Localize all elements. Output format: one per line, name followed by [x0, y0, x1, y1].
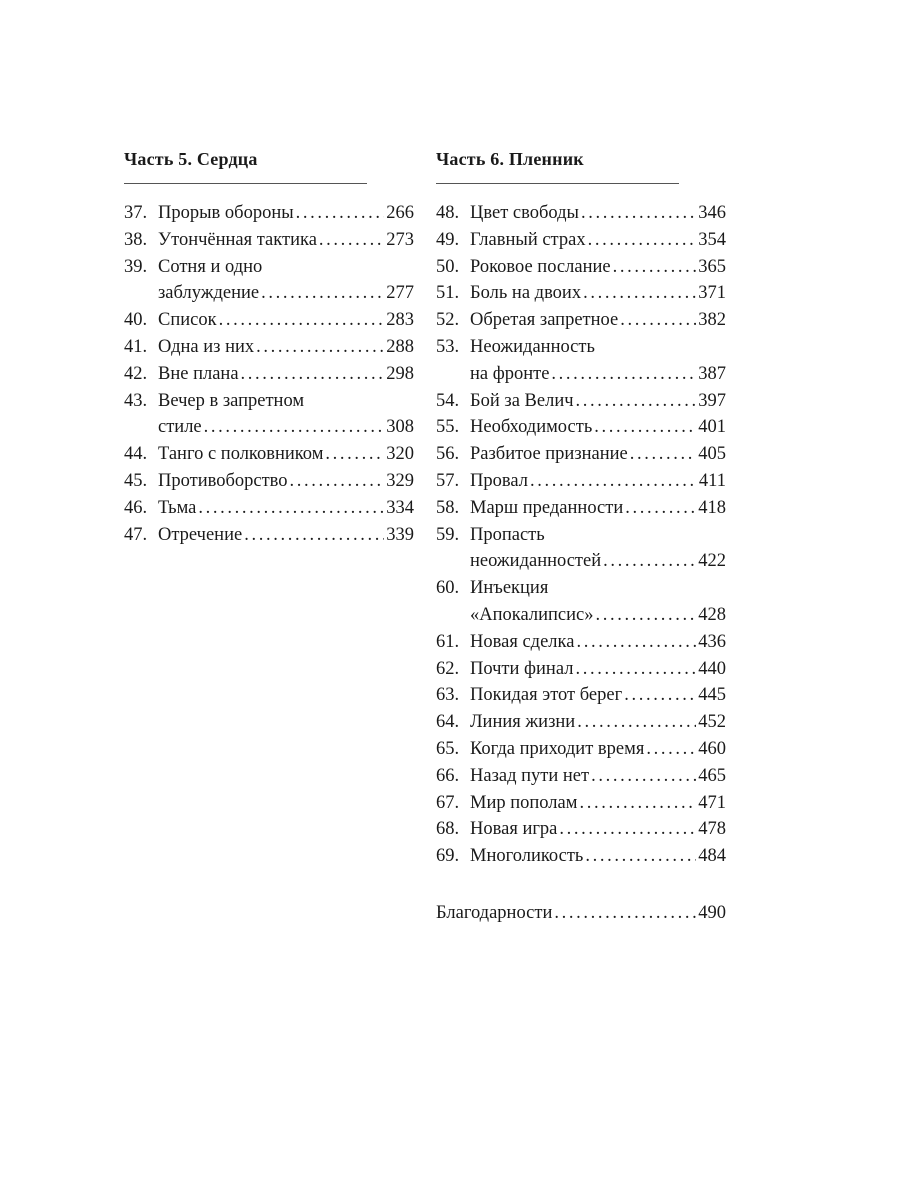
toc-entry[interactable]	[436, 843, 726, 870]
entry-line	[124, 227, 414, 254]
entry-number: 55.	[436, 417, 460, 438]
entry-line	[124, 522, 414, 549]
toc-entry[interactable]	[436, 414, 726, 441]
entry-number: 57.	[436, 470, 460, 491]
dot-leader	[624, 682, 696, 709]
entry-title: Провал	[470, 470, 528, 491]
toc-entry[interactable]	[124, 254, 414, 308]
toc-entry[interactable]	[436, 468, 726, 495]
toc-entry[interactable]	[436, 227, 726, 254]
dot-leader	[625, 495, 696, 522]
entry-line	[436, 200, 726, 227]
entry-line	[124, 468, 414, 495]
entry-title: на фронте	[470, 363, 550, 384]
entry-page: 382	[698, 310, 726, 331]
entry-title: Сотня и одно	[158, 256, 263, 277]
entry-number: 58.	[436, 497, 460, 518]
entry-line	[124, 414, 414, 441]
entry-number: 39.	[124, 256, 148, 277]
entry-number: 45.	[124, 470, 148, 491]
entry-page: 334	[386, 497, 414, 518]
entry-page: 277	[386, 283, 414, 304]
entry-title: Бой за Велич	[470, 390, 574, 411]
entry-number: 63.	[436, 685, 460, 706]
entry-page: 428	[698, 604, 726, 625]
toc-entry[interactable]	[436, 682, 726, 709]
dot-leader	[613, 254, 697, 281]
entry-page: 273	[386, 229, 414, 250]
entry-page: 308	[386, 417, 414, 438]
entry-number: 47.	[124, 524, 148, 545]
dot-leader	[204, 414, 385, 441]
toc-entry[interactable]	[436, 629, 726, 656]
entry-number: 51.	[436, 283, 460, 304]
entry-title: Список	[158, 310, 217, 331]
entry-title: Вечер в запретном	[158, 390, 305, 411]
divider	[124, 183, 367, 184]
entry-line	[124, 441, 414, 468]
dot-leader	[583, 280, 696, 307]
entry-page: 288	[386, 336, 414, 357]
entry-page: 436	[698, 631, 726, 652]
entry-line	[436, 468, 726, 495]
dot-leader	[241, 361, 385, 388]
entry-number: 66.	[436, 765, 460, 786]
toc-entry[interactable]	[436, 575, 726, 629]
dot-leader	[198, 495, 384, 522]
entry-page: 298	[386, 363, 414, 384]
entry-title: Противоборство	[158, 470, 288, 491]
entry-line	[436, 656, 726, 683]
entry-page: 397	[698, 390, 726, 411]
entry-title: Неожиданность	[470, 336, 595, 357]
dot-leader	[559, 816, 696, 843]
entry-number: 49.	[436, 229, 460, 250]
toc-entry[interactable]	[436, 334, 726, 388]
entry-page: 471	[698, 792, 726, 813]
dot-leader	[319, 227, 384, 254]
entry-line	[436, 602, 726, 629]
dot-leader	[630, 441, 696, 468]
dot-leader	[646, 736, 696, 763]
entry-title: Обретая запретное	[470, 310, 619, 331]
entry-title: Танго с полковником	[158, 444, 324, 465]
toc-entry[interactable]	[124, 441, 414, 468]
entry-line	[124, 200, 414, 227]
entry-number: 59.	[436, 524, 460, 545]
toc-entry[interactable]	[124, 307, 414, 334]
toc-entry[interactable]	[124, 468, 414, 495]
toc-entry[interactable]	[124, 522, 414, 549]
dot-leader	[581, 200, 696, 227]
entry-line	[436, 816, 726, 843]
dot-leader	[554, 900, 696, 927]
entry-line	[124, 361, 414, 388]
entry-number: 65.	[436, 738, 460, 759]
entry-number: 38.	[124, 229, 148, 250]
dot-leader	[296, 200, 385, 227]
entry-line	[436, 254, 726, 281]
toc-entry[interactable]	[436, 763, 726, 790]
entry-title: Необходимость	[470, 417, 593, 438]
entry-line	[436, 790, 726, 817]
entry-line	[124, 280, 414, 307]
dot-leader	[588, 227, 697, 254]
part-6-toc-list	[436, 200, 726, 870]
dot-leader	[290, 468, 385, 495]
dot-leader	[530, 468, 697, 495]
entry-title: Тьма	[158, 497, 197, 518]
entry-title: Роковое послание	[470, 256, 611, 277]
dot-leader	[261, 280, 384, 307]
entry-number: 43.	[124, 390, 148, 411]
entry-page: 371	[698, 283, 726, 304]
entry-line	[124, 307, 414, 334]
dot-leader	[219, 307, 385, 334]
entry-line	[436, 441, 726, 468]
entry-page: 465	[698, 765, 726, 786]
part-6-section	[436, 146, 726, 870]
dot-leader	[575, 656, 696, 683]
entry-page: 365	[698, 256, 726, 277]
dot-leader	[551, 361, 696, 388]
part-5-section	[124, 146, 414, 548]
entry-title: Линия жизни	[470, 712, 576, 733]
entry-line	[436, 334, 726, 361]
entry-title: Новая игра	[470, 819, 558, 840]
toc-entry[interactable]	[436, 388, 726, 415]
toc-entry[interactable]	[124, 388, 414, 442]
part-6-title: Часть 6. Пленник	[436, 149, 584, 169]
entry-number: 61.	[436, 631, 460, 652]
entry-number: 54.	[436, 390, 460, 411]
entry-title: неожиданностей	[470, 551, 602, 572]
entry-number: 53.	[436, 336, 460, 357]
entry-page: 422	[698, 551, 726, 572]
entry-line	[124, 254, 414, 281]
entry-number: 56.	[436, 444, 460, 465]
entry-page: 418	[698, 497, 726, 518]
entry-title: Многоликость	[470, 846, 584, 867]
part-5-toc-list	[124, 200, 414, 548]
toc-entry[interactable]	[436, 736, 726, 763]
toc-entry[interactable]	[124, 495, 414, 522]
toc-entry[interactable]	[124, 200, 414, 227]
entry-title: Инъекция	[470, 578, 549, 599]
toc-entry[interactable]	[436, 709, 726, 736]
entry-title: Разбитое признание	[470, 444, 628, 465]
toc-entry[interactable]	[436, 816, 726, 843]
entry-number: 40.	[124, 310, 148, 331]
entry-title: Главный страх	[470, 229, 586, 250]
dot-leader	[576, 388, 697, 415]
part-5-title: Часть 5. Сердца	[124, 149, 258, 169]
entry-title: Мир пополам	[470, 792, 578, 813]
toc-entry-acknowledgements[interactable]	[436, 900, 726, 927]
entry-page: 484	[698, 846, 726, 867]
entry-line	[436, 495, 726, 522]
entry-number: 37.	[124, 203, 148, 223]
entry-number: 67.	[436, 792, 460, 813]
entry-title: Боль на двоих	[470, 283, 582, 304]
entry-page: 452	[698, 712, 726, 733]
entry-number: 68.	[436, 819, 460, 840]
entry-line	[124, 495, 414, 522]
entry-number: 64.	[436, 712, 460, 733]
entry-title: Покидая этот берег	[470, 685, 623, 706]
entry-line	[436, 548, 726, 575]
toc-entry[interactable]	[436, 656, 726, 683]
entry-page: 478	[698, 819, 726, 840]
dot-leader	[603, 548, 696, 575]
entry-page: 440	[698, 658, 726, 679]
entry-line	[436, 307, 726, 334]
toc-entry[interactable]	[436, 307, 726, 334]
dot-leader	[595, 602, 696, 629]
entry-line	[436, 361, 726, 388]
entry-page: 346	[698, 203, 726, 223]
entry-page: 339	[386, 524, 414, 545]
entry-number: 48.	[436, 203, 460, 223]
entry-title: Отречение	[158, 524, 243, 545]
entry-number: 44.	[124, 444, 148, 465]
entry-line	[436, 280, 726, 307]
entry-line	[436, 414, 726, 441]
dot-leader	[585, 843, 696, 870]
entry-page: 354	[698, 229, 726, 250]
entry-title: Почти финал	[470, 658, 574, 679]
entry-title: Цвет свободы	[470, 203, 579, 223]
toc-entry[interactable]	[124, 361, 414, 388]
entry-page: 411	[698, 470, 726, 491]
entry-title: Новая сделка	[470, 631, 575, 652]
toc-entry[interactable]	[436, 790, 726, 817]
entry-number: 50.	[436, 256, 460, 277]
dot-leader	[577, 709, 696, 736]
divider	[436, 183, 679, 184]
entry-line	[436, 843, 726, 870]
entry-line	[436, 763, 726, 790]
entry-page: 445	[698, 685, 726, 706]
toc-entry[interactable]	[436, 522, 726, 576]
entry-title: Когда приходит время	[470, 738, 645, 759]
dot-leader	[256, 334, 384, 361]
entry-number: 69.	[436, 846, 460, 867]
toc-entry[interactable]	[436, 254, 726, 281]
toc-entry[interactable]	[436, 441, 726, 468]
entry-title: Утончённая тактика	[158, 229, 317, 250]
entry-title: Назад пути нет	[470, 765, 590, 786]
entry-page: 320	[386, 444, 414, 465]
entry-title: Благодарности	[436, 903, 553, 923]
entry-page: 283	[386, 310, 414, 331]
entry-page: 405	[698, 444, 726, 465]
toc-entry[interactable]	[436, 495, 726, 522]
entry-line	[436, 388, 726, 415]
entry-page: 329	[386, 470, 414, 491]
entry-number: 46.	[124, 497, 148, 518]
entry-title: стиле	[158, 417, 202, 438]
entry-page: 266	[386, 203, 414, 223]
dot-leader	[591, 763, 696, 790]
entry-line	[436, 227, 726, 254]
entry-page: 490	[698, 903, 726, 923]
entry-title: заблуждение	[158, 283, 260, 304]
dot-leader	[594, 414, 696, 441]
entry-title: Вне плана	[158, 363, 239, 384]
entry-number: 42.	[124, 363, 148, 384]
toc-entry[interactable]	[124, 334, 414, 361]
entry-line	[436, 682, 726, 709]
entry-line	[124, 388, 414, 415]
dot-leader	[244, 522, 384, 549]
entry-page: 387	[698, 363, 726, 384]
dot-leader	[325, 441, 384, 468]
entry-number: 62.	[436, 658, 460, 679]
entry-line	[124, 334, 414, 361]
entry-page: 460	[698, 738, 726, 759]
entry-line	[436, 709, 726, 736]
entry-number: 52.	[436, 310, 460, 331]
entry-title: Одна из них	[158, 336, 255, 357]
toc-entry[interactable]	[436, 280, 726, 307]
toc-entry[interactable]	[124, 227, 414, 254]
toc-entry[interactable]	[436, 200, 726, 227]
dot-leader	[620, 307, 696, 334]
entry-line	[436, 736, 726, 763]
entry-number: 60.	[436, 578, 460, 599]
entry-page: 401	[698, 417, 726, 438]
entry-line	[436, 629, 726, 656]
entry-number: 41.	[124, 336, 148, 357]
entry-title: Пропасть	[470, 524, 545, 545]
entry-line	[436, 522, 726, 549]
entry-title: «Апокалипсис»	[470, 604, 594, 625]
entry-title: Прорыв обороны	[158, 203, 294, 223]
dot-leader	[579, 790, 696, 817]
entry-line	[436, 575, 726, 602]
entry-title: Марш преданности	[470, 497, 624, 518]
dot-leader	[576, 629, 696, 656]
